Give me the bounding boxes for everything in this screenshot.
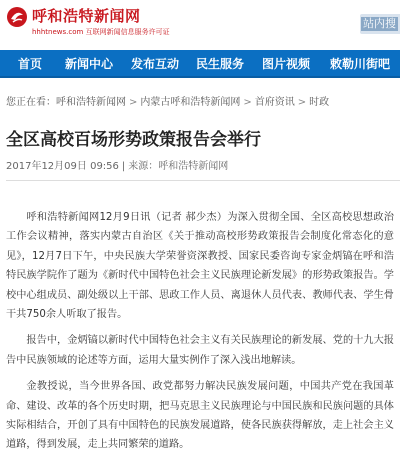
breadcrumb-item-site[interactable]: 内蒙古呼和浩特新闻网 — [140, 97, 241, 108]
nav-item-interaction[interactable]: 发布互动 — [131, 57, 180, 71]
title-divider — [6, 180, 400, 181]
breadcrumb-separator: > — [243, 97, 252, 108]
nav-item-news-center[interactable]: 新闻中心 — [65, 57, 114, 71]
breadcrumb-prefix: 您正在看： — [6, 97, 56, 108]
article-body — [6, 208, 394, 462]
breadcrumb-separator: > — [129, 97, 138, 108]
article-source: 来源：呼和浩特新闻网 — [128, 161, 229, 172]
article-meta — [6, 160, 228, 174]
meta-separator: | — [121, 161, 126, 172]
breadcrumb-item-politics[interactable]: 时政 — [309, 97, 330, 108]
article-paragraph: 报告中，金炳镐以新时代中国特色社会主义有关民族理论的新发展、党的十九大报告中民族领域的论述等方面，运用大量实例作了深入浅出地解读。 — [6, 335, 394, 366]
article-paragraph: 呼和浩特新闻网12月9日讯（记者 郝少杰）为深入贯彻全国、全区高校思想政治工作会议精神，落实内蒙古自治区《关于推动高校形势政策报告会制度化常态化的意见》，12月7日下午，中央民族大学荣誉资深教授、国家民委咨询专家金炳镐在呼和浩特民族学院作了题为《新时代中国特色社会主义民族理论新发展》的形势政策报告。学校中心组成员、副处级以上干部、思政工作人员、离退休人员代表、教师代表、学生骨干共750余人听取了报告。 — [6, 212, 394, 321]
site-header — [0, 0, 400, 50]
logo-icon — [6, 6, 28, 28]
site-name: 呼和浩特新闻网 — [32, 7, 141, 25]
article-title: 全区高校百场形势政策报告会举行 — [6, 130, 261, 150]
site-logo[interactable] — [6, 6, 170, 42]
nav-item-photo-video[interactable]: 图片视频 — [262, 57, 311, 71]
article-datetime: 2017年12月09日 09:56 — [6, 161, 119, 172]
search-label[interactable]: 站内搜 — [363, 17, 396, 30]
site-domain: hhhtnews.com 互联网新闻信息服务许可证 — [32, 28, 170, 36]
nav-item-home[interactable]: 首页 — [18, 57, 43, 71]
breadcrumb — [6, 95, 329, 111]
breadcrumb-item-section[interactable]: 首府资讯 — [254, 97, 295, 108]
site-search[interactable] — [360, 14, 400, 34]
main-nav — [0, 50, 400, 78]
breadcrumb-item-home[interactable]: 呼和浩特新闻网 — [56, 97, 126, 108]
article-paragraph: 金教授说，当今世界各国、政党都努力解决民族发展问题，中国共产党在我国革命、建设、改革的各个历史时期，把马克思主义民族理论与中国民族和民族问题的具体实际相结合，开创了具有中国特色的民族发展道路，使各民族获得解放，走上社会主义道路，得到发展，走上共同繁荣的道路。 — [6, 381, 394, 451]
nav-item-livelihood[interactable]: 民生服务 — [196, 57, 245, 71]
breadcrumb-separator: > — [297, 97, 307, 108]
nav-item-forum[interactable]: 敕勒川街吧 — [330, 57, 391, 71]
